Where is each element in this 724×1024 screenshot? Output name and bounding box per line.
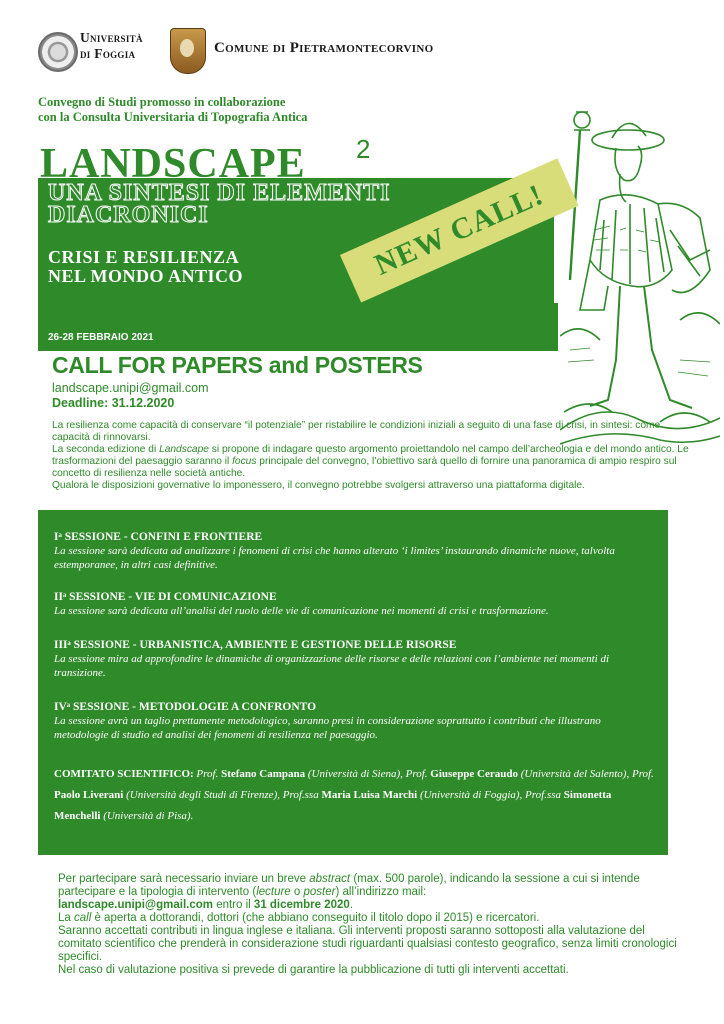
edition-number: 2: [356, 134, 371, 164]
session-4: IVᵃ SESSIONE - METODOLOGIE A CONFRONTO La sessione avrà un taglio prettamente metodologico, saranno presi in considerazione soprattutto i contributi che illustrano metodologie di studio ed analisi dei fenomeni di resilienza nel paesaggio.: [54, 701, 601, 741]
intro-paragraph-3: Qualora le disposizioni governative lo imponessero, il convegno potrebbe svolgersi attraverso una piattaforma digitale.: [52, 480, 585, 491]
contact-email[interactable]: landscape.unipi@gmail.com: [52, 381, 209, 395]
deadline: Deadline: 31.12.2020: [52, 396, 175, 410]
comune-crest-logo: [170, 28, 206, 74]
theme-heading: CRISI E RESILIENZA NEL MONDO ANTICO: [48, 247, 244, 286]
session-3: IIIᵃ SESSIONE - URBANISTICA, AMBIENTE E GESTIONE DELLE RISORSE La sessione mira ad approfondire le dinamiche di organizzazione delle risorse e delle relazioni con l’ambiente nei momenti di transizione.: [54, 639, 610, 679]
new-call-stamp: NEW CALL!: [340, 158, 579, 302]
promoted-by: Convegno di Studi promosso in collaborazione con la Consulta Universitaria di Topografia Antica: [38, 95, 308, 124]
header: [38, 28, 698, 78]
conference-dates: 26-28 FEBBRAIO 2021: [48, 332, 154, 343]
publication-line: Nel caso di valutazione positiva si prevede di garantire la pubblicazione di tutti gli interventi accettati.: [58, 964, 569, 976]
university-seal-logo: [38, 32, 78, 72]
submission-email[interactable]: landscape.unipi@gmail.com: [58, 899, 213, 911]
intro-paragraph-1: La resilienza come capacità di conservare “il potenziale” per ristabilire le condizioni iniziali a seguito di una fase di crisi, in sintesi: come capacità di rinnovarsi.: [52, 420, 661, 443]
call-for-papers-heading: CALL FOR PAPERS and POSTERS: [52, 352, 423, 378]
woodcut-traveler-illustration: [560, 100, 720, 450]
submission-info: [58, 873, 688, 977]
intro-text: [52, 420, 692, 492]
intro-paragraph-2: La seconda edizione di Landscape si propone di indagare questo argomento proiettandolo nel campo dell’archeologia e del mondo antico. Le trasformazioni del paesaggio saranno il focus principale del convegno, l’obiettivo sarà quello di fornire una panoramica di ampio respiro sul concetto di resilienza nelle società antiche.: [52, 444, 689, 479]
title-subheading: UNA SINTESI DI ELEMENTI DIACRONICI: [48, 180, 391, 228]
conference-title: LANDSCAPE: [40, 141, 306, 187]
university-name: Università di Foggia: [80, 30, 143, 61]
eligibility-line: La call è aperta a dottorandi, dottori (che abbiano conseguito il titolo dopo il 2015) e ricercatori.: [58, 912, 540, 924]
session-2: IIᵃ SESSIONE - VIE DI COMUNICAZIONE La sessione sarà dedicata all’analisi del ruolo delle vie di comunicazione nei momenti di crisi e trasformazione.: [54, 591, 549, 617]
submission-email-line: landscape.unipi@gmail.com entro il 31 dicembre 2020.: [58, 899, 354, 911]
submission-paragraph: Per partecipare sarà necessario inviare un breve abstract (max. 500 parole), indicando la sessione a cui si intende partecipare e la tipologia di intervento (lecture o poster) all’indirizzo mail:: [58, 873, 640, 898]
comune-name: Comune di Pietramontecorvino: [214, 40, 434, 56]
sessions-panel: [38, 510, 668, 855]
date-band: [38, 303, 558, 351]
session-1: Iᵃ SESSIONE - CONFINI E FRONTIERE La sessione sarà dedicata ad analizzare i fenomeni di crisi che hanno alterato ‘i limites’ instaurando dinamiche nuove, talvolta estemporanee, in altri casi definitive.: [54, 531, 615, 571]
language-line: Saranno accettati contributi in lingua inglese e italiana. Gli interventi proposti saranno sottoposti alla valutazione del comitato scientifico che prenderà in considerazione studi riguardanti qualsiasi contesto geografico, senza limiti cronologici specifici.: [58, 925, 677, 963]
scientific-committee: COMITATO SCIENTIFICO: Prof. Stefano Campana (Università di Siena), Prof. Giuseppe Ceraudo (Università del Salento), Prof. Paolo Liverani (Università degli Studi di Firenze), Prof.ssa Maria Luisa Marchi (Università di Foggia), Prof.ssa Simonetta Menchelli (Università di Pisa).: [54, 768, 654, 822]
